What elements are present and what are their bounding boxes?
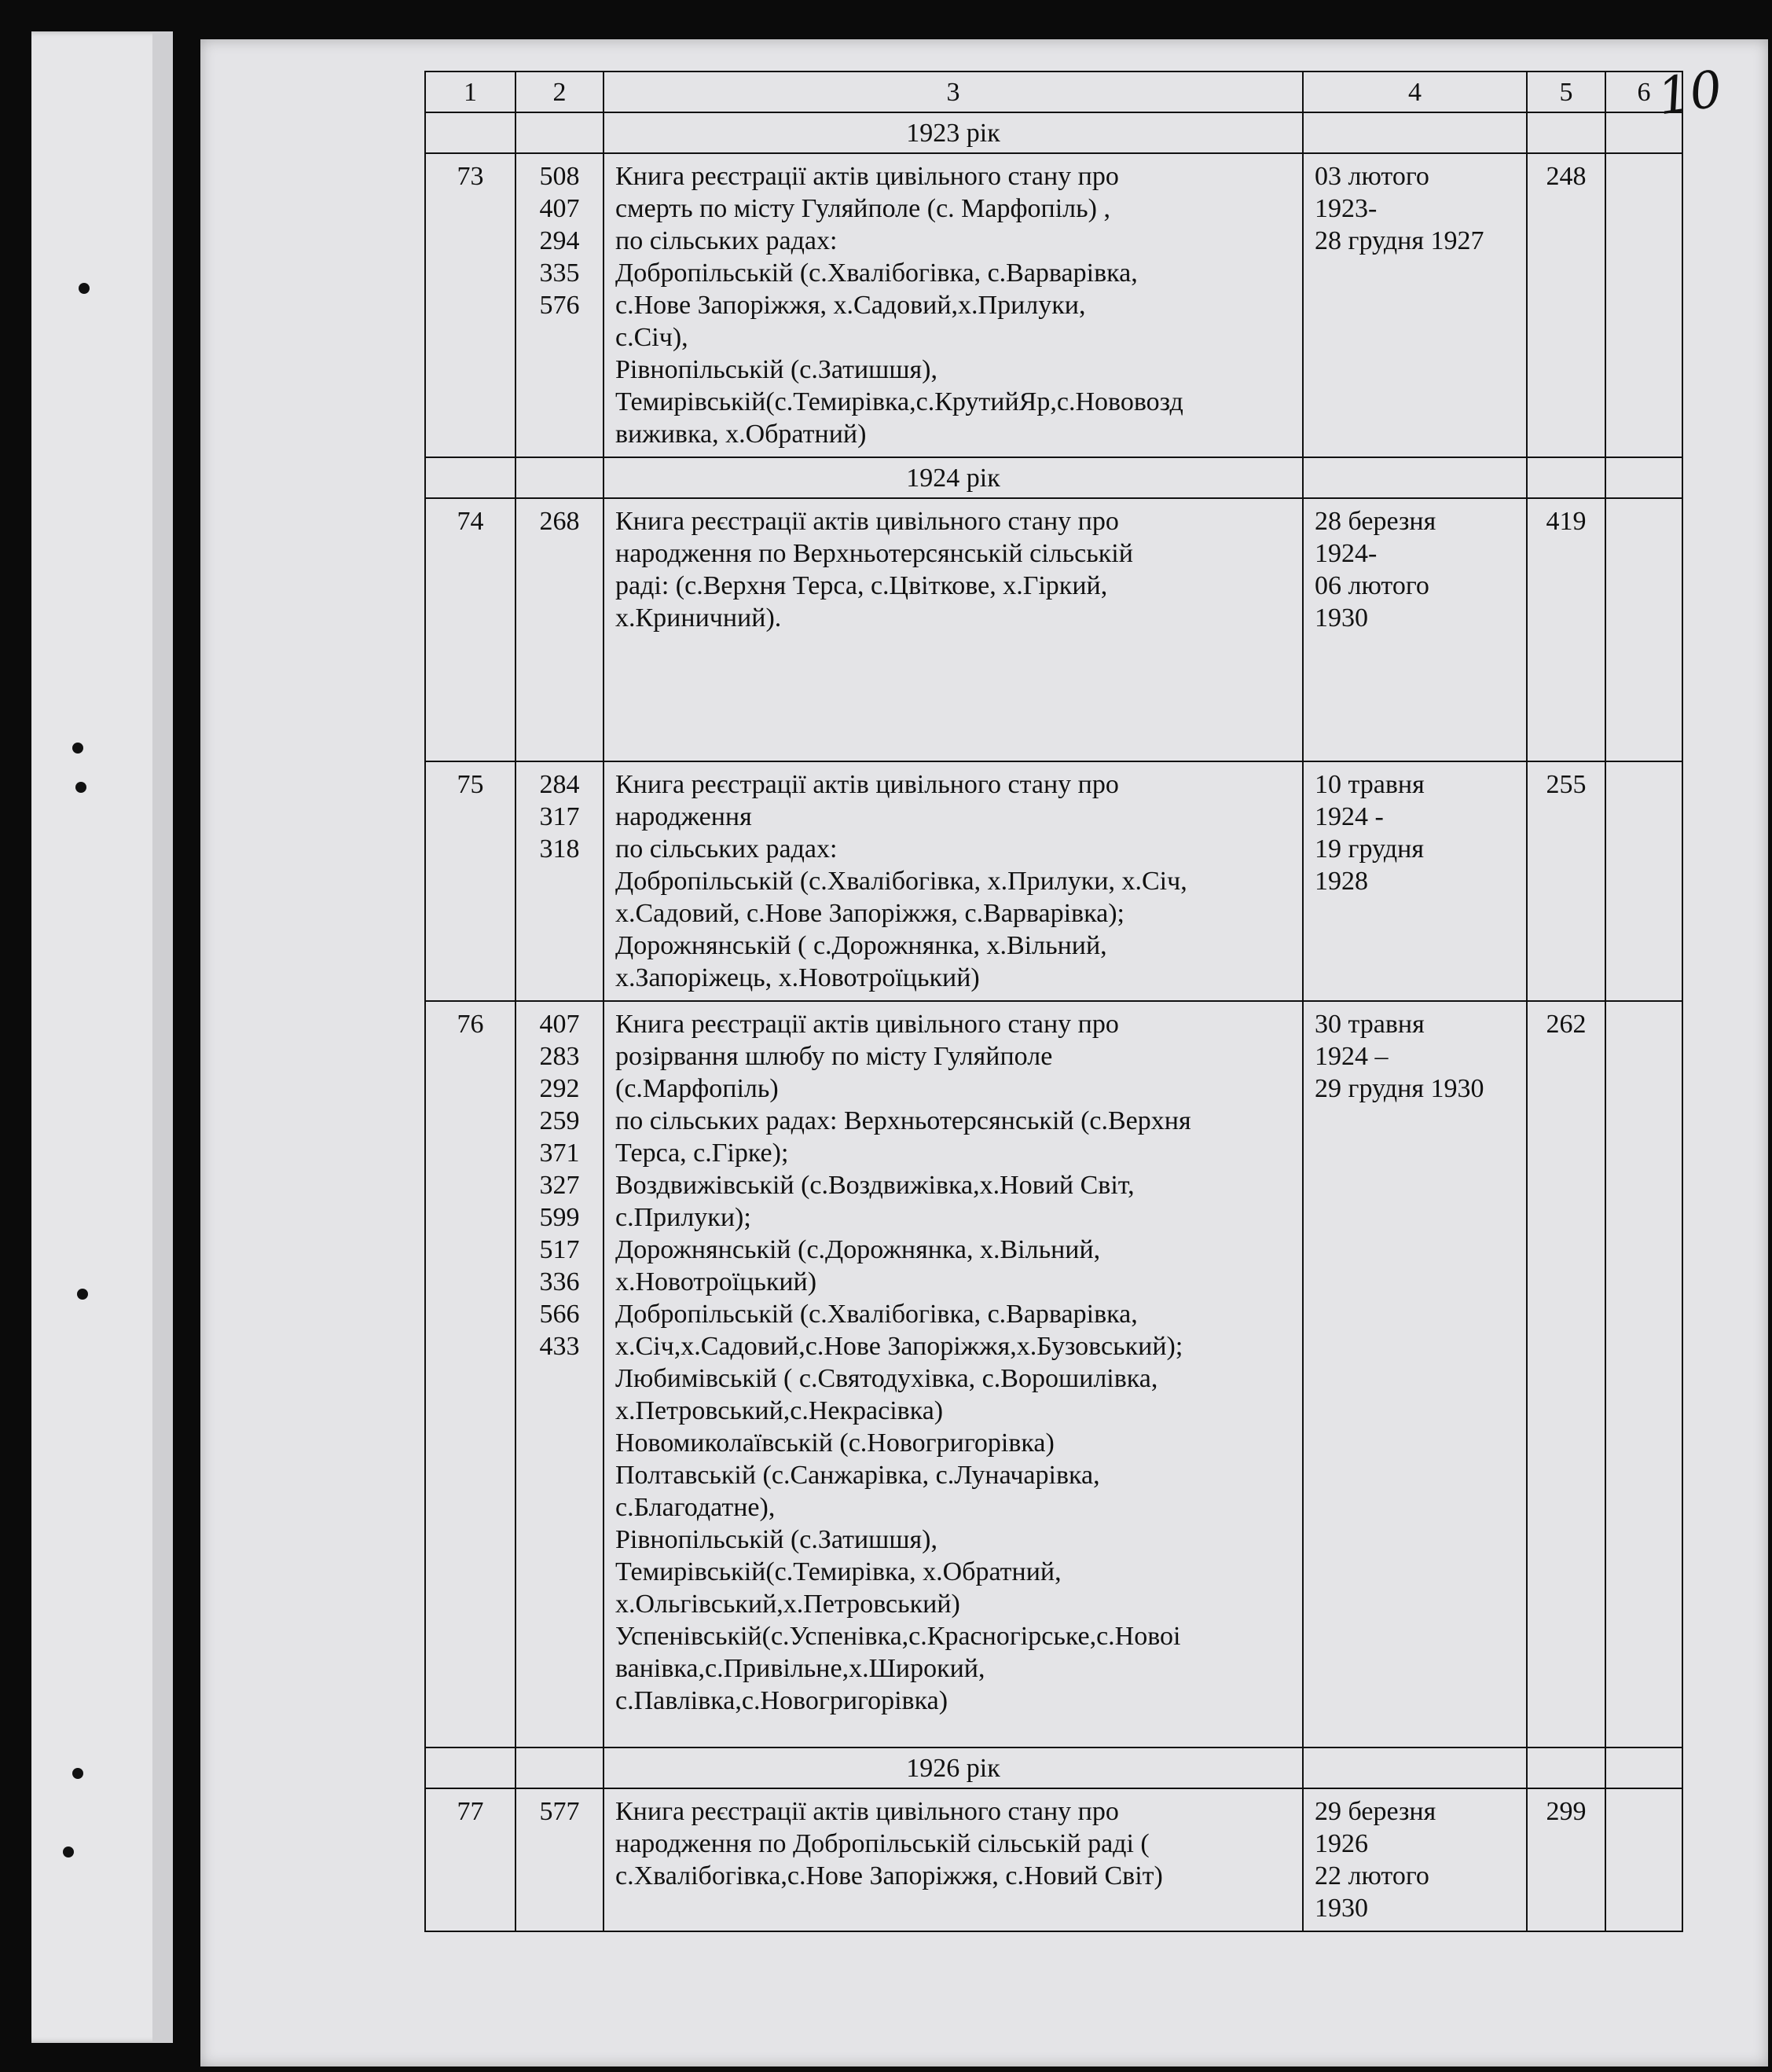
entry-title: [604, 1001, 1303, 1747]
fund-code: 335: [539, 259, 580, 288]
title-line: по сільських радах:: [615, 226, 838, 255]
register-body: [425, 72, 1682, 1931]
date-line: 28 грудня 1927: [1315, 226, 1484, 255]
empty-cell: [1527, 112, 1605, 153]
empty-cell: [1303, 457, 1527, 498]
empty-cell: [515, 457, 604, 498]
title-line: народження: [615, 802, 752, 831]
punch-hole: [72, 743, 83, 754]
title-line: с.Січ),: [615, 323, 688, 352]
title-line: Воздвижівській (с.Воздвижівка,х.Новий Світ,: [615, 1171, 1135, 1200]
fund-code: 284: [539, 770, 580, 799]
title-line: Рівнопільській (с.Затишшя),: [615, 1525, 938, 1554]
title-line: Добропільській (с.Хвалібогівка, с.Варварівка,: [615, 1300, 1138, 1329]
fund-code: 599: [539, 1203, 580, 1232]
entry-number: 74: [425, 498, 515, 761]
empty-cell: [425, 1747, 515, 1788]
title-line: Любимівській ( с.Святодухівка, с.Ворошилівка,: [615, 1364, 1158, 1393]
fund-code: 318: [539, 834, 580, 864]
punch-hole: [75, 782, 86, 793]
table-row: [425, 498, 1682, 761]
title-line: раді: (с.Верхня Терса, с.Цвіткове, х.Гіркий,: [615, 571, 1108, 600]
fund-code: 327: [539, 1171, 580, 1200]
binder-strip-edge: [152, 31, 173, 2043]
punch-hole: [79, 283, 90, 294]
date-line: 30 травня: [1315, 1010, 1425, 1039]
title-line: по сільських радах:: [615, 834, 838, 864]
handwritten-page-number: 10: [1654, 60, 1726, 127]
fund-code: 577: [539, 1797, 580, 1826]
fund-code: 336: [539, 1267, 580, 1296]
date-line: 06 лютого: [1315, 571, 1429, 600]
date-line: 1924 -: [1315, 802, 1384, 831]
sheet-count: 299: [1527, 1788, 1605, 1931]
title-line: с.Хвалібогівка,с.Нове Запоріжжя, с.Новий Світ): [615, 1861, 1163, 1890]
title-line: х.Петровський,с.Некрасівка): [615, 1396, 944, 1425]
title-line: Добропільській (с.Хвалібогівка, с.Варварівка,: [615, 259, 1138, 288]
notes-cell: [1605, 153, 1682, 457]
entry-dates: [1303, 761, 1527, 1001]
entry-number: 75: [425, 761, 515, 1001]
fund-codes: [515, 153, 604, 457]
title-line: х.Новотроїцький): [615, 1267, 817, 1296]
empty-cell: [425, 457, 515, 498]
date-line: 1930: [1315, 1894, 1368, 1923]
fund-code: 294: [539, 226, 580, 255]
fund-code: 433: [539, 1332, 580, 1361]
sheet-count: 262: [1527, 1001, 1605, 1747]
date-line: 28 березня: [1315, 507, 1436, 536]
table-row: [425, 1001, 1682, 1747]
title-line: Дорожнянській ( с.Дорожнянка, х.Вільний,: [615, 931, 1107, 960]
date-line: 29 грудня 1930: [1315, 1074, 1484, 1103]
entry-dates: [1303, 1788, 1527, 1931]
notes-cell: [1605, 1788, 1682, 1931]
empty-cell: [1303, 1747, 1527, 1788]
empty-cell: [1303, 112, 1527, 153]
date-line: 03 лютого: [1315, 162, 1429, 191]
title-line: Книга реєстрації актів цивільного стану про: [615, 770, 1119, 799]
entry-title: [604, 1788, 1303, 1931]
title-line: с.Нове Запоріжжя, х.Садовий,х.Прилуки,: [615, 291, 1086, 320]
table-row: [425, 153, 1682, 457]
year-row: [425, 112, 1682, 153]
fund-code: 292: [539, 1074, 580, 1103]
title-line: народження по Добропільській сільській раді (: [615, 1829, 1150, 1858]
fund-codes: [515, 1788, 604, 1931]
title-line: Новомиколаївській (с.Новогригорівка): [615, 1428, 1055, 1458]
entry-number: 73: [425, 153, 515, 457]
title-line: х.Садовий, с.Нове Запоріжжя, с.Варварівка);: [615, 899, 1124, 928]
title-line: Полтавській (с.Санжарівка, с.Луначарівка,: [615, 1461, 1100, 1490]
title-line: Книга реєстрації актів цивільного стану про: [615, 507, 1119, 536]
title-line: народження по Верхньотерсянській сільській: [615, 539, 1133, 568]
fund-code: 407: [539, 194, 580, 223]
empty-cell: [425, 112, 515, 153]
date-line: 10 травня: [1315, 770, 1425, 799]
title-line: х.Січ,х.Садовий,с.Нове Запоріжжя,х.Бузовський);: [615, 1332, 1183, 1361]
fund-code: 259: [539, 1106, 580, 1135]
date-line: 19 грудня: [1315, 834, 1424, 864]
entry-dates: [1303, 498, 1527, 761]
entry-number: 77: [425, 1788, 515, 1931]
year-heading: 1923 рік: [604, 112, 1303, 153]
empty-cell: [1605, 457, 1682, 498]
fund-codes: [515, 498, 604, 761]
title-line: Темирівській(с.Темирівка,с.КрутийЯр,с.Нововозд: [615, 387, 1183, 416]
title-line: Книга реєстрації актів цивільного стану про: [615, 1797, 1119, 1826]
column-header-row: [425, 72, 1682, 112]
fund-code: 517: [539, 1235, 580, 1264]
date-line: 1930: [1315, 603, 1368, 633]
title-line: с.Благодатне),: [615, 1493, 776, 1522]
sheet-count: 248: [1527, 153, 1605, 457]
title-line: Книга реєстрації актів цивільного стану про: [615, 1010, 1119, 1039]
table-row: [425, 1788, 1682, 1931]
date-line: 1926: [1315, 1829, 1368, 1858]
entry-title: [604, 498, 1303, 761]
empty-cell: [515, 1747, 604, 1788]
empty-cell: [1605, 112, 1682, 153]
date-line: 1924-: [1315, 539, 1378, 568]
column-header: 6: [1605, 72, 1682, 112]
entry-number: 76: [425, 1001, 515, 1747]
fund-code: 566: [539, 1300, 580, 1329]
empty-cell: [515, 112, 604, 153]
title-line: с.Павлівка,с.Новогригорівка): [615, 1686, 948, 1715]
fund-codes: [515, 1001, 604, 1747]
punch-hole: [72, 1768, 83, 1779]
year-row: [425, 457, 1682, 498]
title-line: Книга реєстрації актів цивільного стану про: [615, 162, 1119, 191]
title-line: х.Ольгівський,х.Петровський): [615, 1590, 960, 1619]
binder-strip: [31, 31, 173, 2043]
title-line: смерть по місту Гуляйполе (с. Марфопіль) ,: [615, 194, 1110, 223]
date-line: 29 березня: [1315, 1797, 1436, 1826]
fund-code: 371: [539, 1139, 580, 1168]
notes-cell: [1605, 498, 1682, 761]
empty-cell: [1605, 1747, 1682, 1788]
title-line: по сільських радах: Верхньотерсянській (с.Верхня: [615, 1106, 1191, 1135]
fund-code: 407: [539, 1010, 580, 1039]
year-heading: 1926 рік: [604, 1747, 1303, 1788]
year-heading: 1924 рік: [604, 457, 1303, 498]
title-line: виживка, х.Обратний): [615, 420, 867, 449]
fund-code: 268: [539, 507, 580, 536]
punch-hole: [63, 1846, 74, 1857]
date-line: 1923-: [1315, 194, 1378, 223]
notes-cell: [1605, 761, 1682, 1001]
empty-cell: [1527, 1747, 1605, 1788]
table-row: [425, 761, 1682, 1001]
date-line: 1924 –: [1315, 1042, 1389, 1071]
title-line: Дорожнянській (с.Дорожнянка, х.Вільний,: [615, 1235, 1101, 1264]
date-line: 1928: [1315, 867, 1368, 896]
title-line: Темирівській(с.Темирівка, х.Обратний,: [615, 1557, 1062, 1586]
title-line: х.Криничний).: [615, 603, 782, 633]
entry-title: [604, 153, 1303, 457]
column-header: 3: [604, 72, 1303, 112]
fund-code: 283: [539, 1042, 580, 1071]
fund-code: 576: [539, 291, 580, 320]
title-line: Добропільській (с.Хвалібогівка, х.Прилуки, х.Січ,: [615, 867, 1187, 896]
empty-cell: [1527, 457, 1605, 498]
entry-dates: [1303, 1001, 1527, 1747]
title-line: х.Запоріжець, х.Новотроїцький): [615, 963, 980, 992]
date-line: 22 лютого: [1315, 1861, 1429, 1890]
punch-hole: [77, 1289, 88, 1300]
entry-title: [604, 761, 1303, 1001]
title-line: (с.Марфопіль): [615, 1074, 779, 1103]
column-header: 2: [515, 72, 604, 112]
column-header: 4: [1303, 72, 1527, 112]
archive-register-table: [424, 71, 1683, 1932]
sheet-count: 419: [1527, 498, 1605, 761]
fund-code: 508: [539, 162, 580, 191]
year-row: [425, 1747, 1682, 1788]
title-line: ванівка,с.Привільне,х.Широкий,: [615, 1654, 985, 1683]
notes-cell: [1605, 1001, 1682, 1747]
sheet-count: 255: [1527, 761, 1605, 1001]
column-header: 1: [425, 72, 515, 112]
title-line: Успенівській(с.Успенівка,с.Красногірське,с.Новоі: [615, 1622, 1181, 1651]
fund-codes: [515, 761, 604, 1001]
title-line: Рівнопільській (с.Затишшя),: [615, 355, 938, 384]
title-line: с.Прилуки);: [615, 1203, 751, 1232]
entry-dates: [1303, 153, 1527, 457]
fund-code: 317: [539, 802, 580, 831]
title-line: розірвання шлюбу по місту Гуляйполе: [615, 1042, 1053, 1071]
title-line: Терса, с.Гірке);: [615, 1139, 789, 1168]
column-header: 5: [1527, 72, 1605, 112]
